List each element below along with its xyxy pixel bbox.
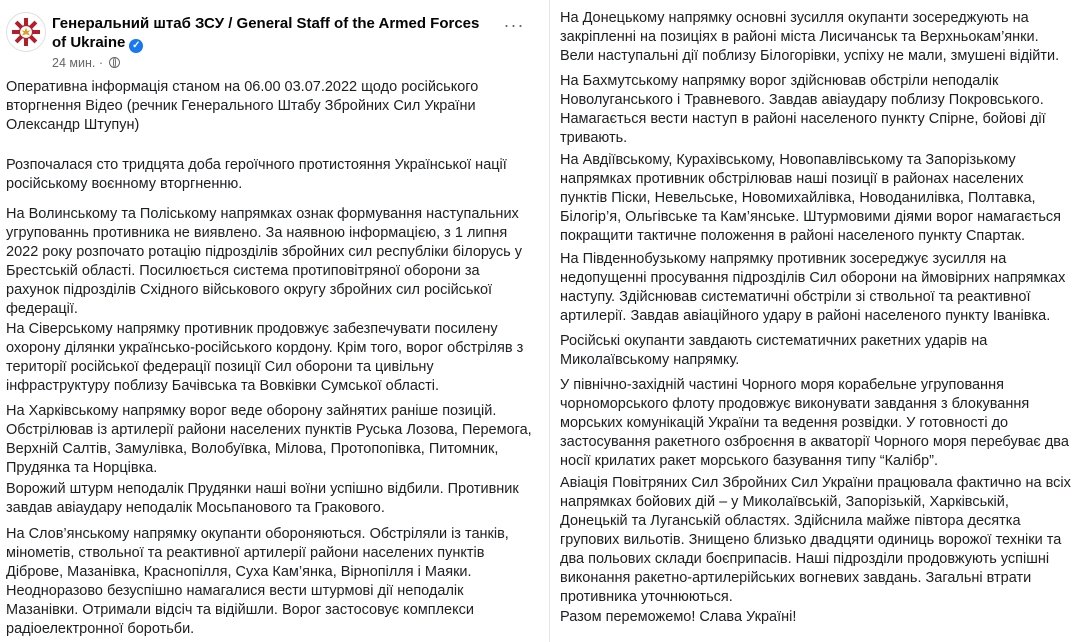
- paragraph: У північно-західній частині Чорного моря корабельне угруповання чорноморського флоту продовжує виконувати завдання з блокування морських комунікацій України та ведення розвідки. У готовності до застосування ракетного озброєння в акваторії Чорного моря перебуває два носії крилатих ракет морського базування типу “Калібр”.: [560, 376, 1072, 471]
- paragraph: На Сіверському напрямку противник продовжує забезпечувати посилену охорону ділянки українсько-російського кордону. Крім того, ворог обстріляв з території російської федерації позиції Сил оборони та цивільну інфраструктуру поблизу Бачівська та Вовківки Сумської області.: [6, 320, 536, 396]
- post-author[interactable]: [52, 14, 492, 53]
- verified-badge-icon: ✓: [129, 39, 143, 53]
- paragraph: Ворожий штурм неподалік Прудянки наші воїни успішно відбили. Противник завдав авіаудару неподалік Мосьпанового та Гракового.: [6, 480, 536, 518]
- post-meta: [52, 56, 120, 70]
- avatar[interactable]: [6, 12, 46, 52]
- paragraph: На Слов’янському напрямку окупанти обороняються. Обстріляли із танків, мінометів, ствольної та реактивної артилерії райони населених пунктів Діброве, Мазанівка, Краснопілля, Суха Кам’янка, Вірнопілля і Маяки. Неодноразово безуспішно намагалися вести штурмові дії неподалік Мазанівки. Отримали відсіч та відійшли. Ворог застосовує комплекси радіоелектронної боротьби.: [6, 525, 536, 639]
- paragraph: На Волинському та Поліському напрямках ознак формування наступальних угрупованнь противника не виявлено. За наявною інформацією, з 1 липня 2022 року розпочато ротацію підрозділів збройних сил республіки білорусь у Брестській області. Посилюється система протиповітряної оборони за рахунок підрозділів Східного військового округу збройних сил російської федерації.: [6, 205, 536, 319]
- paragraph: Оперативна інформація станом на 06.00 03.07.2022 щодо російського вторгнення Відео (речник Генерального Штабу Збройних Сил України Олександр Штупун): [6, 78, 536, 135]
- paragraph: На Харківському напрямку ворог веде оборону зайнятих раніше позицій. Обстрілював із артилерії райони населених пунктів Руська Лозова, Перемога, Верхній Салтів, Замулівка, Волобуївка, Мілова, Протопопівка, Питомник, Прудянка та Норцівка.: [6, 402, 536, 478]
- post-right-column: [549, 0, 1080, 642]
- paragraph: Російські окупанти завдають систематичних ракетних ударів на Миколаївському напрямку.: [560, 332, 1072, 370]
- meta-separator: ·: [98, 56, 107, 70]
- post-header: [6, 8, 536, 68]
- paragraph: Розпочалася сто тридцята доба героїчного протистояння Української нації російському воєнному вторгненню.: [6, 156, 536, 194]
- paragraph: На Бахмутському напрямку ворог здійснював обстріли неподалік Новолуганського і Травневого. Завдав авіаудару поблизу Покровського. Намагається вести наступ в районі населеного пункту Спірне, бойові дії тривають.: [560, 72, 1072, 148]
- post-timestamp[interactable]: 24 мин.: [52, 56, 96, 70]
- more-options-icon[interactable]: ···: [503, 15, 525, 35]
- post-author-name[interactable]: Генеральний штаб ЗСУ / General Staff of the Armed Forces of Ukraine: [52, 15, 480, 51]
- paragraph: На Донецькому напрямку основні зусилля окупанти зосереджують на закріпленні на позиціях в районі міста Лисичанськ та Верхньокам’янки. Вели наступальні дії поблизу Білогорівки, успіху не мали, змушені відійти.: [560, 9, 1072, 66]
- paragraph: Разом переможемо! Слава Україні!: [560, 608, 1072, 627]
- column-divider: [543, 0, 549, 642]
- paragraph: На Авдіївському, Курахівському, Новопавлівському та Запорізькому напрямках противник обстрілював наші позиції в районах населених пунктів Піски, Невельське, Новомихайлівка, Новоданилівка, Полтавка, Білогір’я, Ольгівське та Кам’янське. Штурмовими діями ворог намагається покращити тактичне положення в районі населеного пункту Спартак.: [560, 151, 1072, 246]
- paragraph: Авіація Повітряних Сил Збройних Сил України працювала фактично на всіх напрямках бойових дій – у Миколаївській, Запорізькій, Харківській, Донецькій та Луганській областях. Здійснила майже півтора десятка групових вильотів. Знищено близько двадцяти одиниць ворожої техніки та два польових склади боєприпасів. Наші підрозділи продовжують успішні виконання ракетно-артилерійських вогневих завдань. Загальні втрати противника уточнюються.: [560, 475, 1071, 605]
- paragraph: На Південнобузькому напрямку противник зосереджує зусилля на недопущенні просування підрозділів Сил оборони на ймовірних напрямках наступу. Здійснював систематичні обстріли зі ствольної та реактивної артилерії. Завдав авіаційного удару в районі населеного пункту Іванівка.: [560, 250, 1072, 326]
- globe-icon: [109, 57, 120, 68]
- general-staff-emblem-icon: [10, 16, 42, 48]
